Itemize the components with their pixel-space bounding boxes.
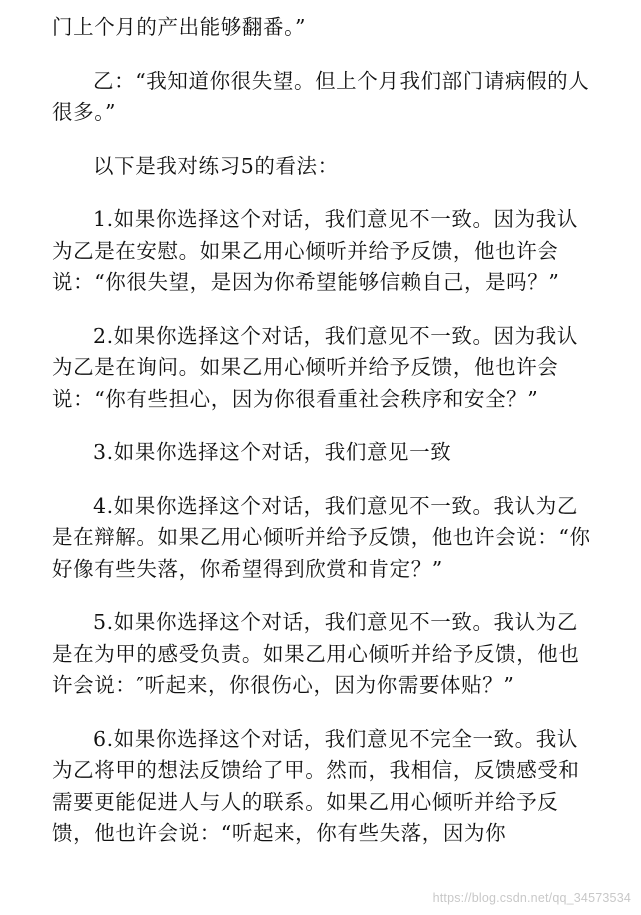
paragraph-item-2: 2.如果你选择这个对话，我们意见不一致。因为我认为乙是在询问。如果乙用心倾听并给予反馈，他也许会说：“你有些担心，因为你很看重社会秩序和安全？” <box>52 323 578 411</box>
paragraph-item-1: 1.如果你选择这个对话，我们意见不一致。因为我认为乙是在安慰。如果乙用心倾听并给予反馈，他也许会说：“你很失望，是因为你希望能够信赖自己，是吗？” <box>52 207 578 294</box>
paragraph-item-5: 5.如果你选择这个对话，我们意见不一致。我认为乙是在为甲的感受负责。如果乙用心倾听并给予反馈，他也许会说：″听起来，你很伤心，因为你需要体贴？” <box>52 610 580 697</box>
paragraph-continuation: 门上个月的产出能够翻番。” <box>52 15 307 39</box>
paragraph-item-4: 4.如果你选择这个对话，我们意见不一致。我认为乙是在辩解。如果乙用心倾听并给予反馈，他也许会说：“你好像有些失落，你希望得到欣赏和肯定？” <box>52 493 591 581</box>
document-body <box>52 12 597 872</box>
paragraph-intro: 以下是我对练习5的看法： <box>93 153 339 178</box>
paragraph-item-6: 6.如果你选择这个对话，我们意见不完全一致。我认为乙将甲的想法反馈给了甲。然而，我相信，反馈感受和需要更能促进人与人的联系。如果乙用心倾听并给予反馈，他也许会说：“听起来，你有些失落，因为你 <box>52 726 580 845</box>
paragraph-dialogue-b: 乙：“我知道你很失望。但上个月我们部门请病假的人很多。” <box>52 68 590 124</box>
paragraph-item-3: 3.如果你选择这个对话，我们意见一致 <box>93 440 452 464</box>
watermark-url: https://blog.csdn.net/qq_34573534 <box>432 891 631 905</box>
